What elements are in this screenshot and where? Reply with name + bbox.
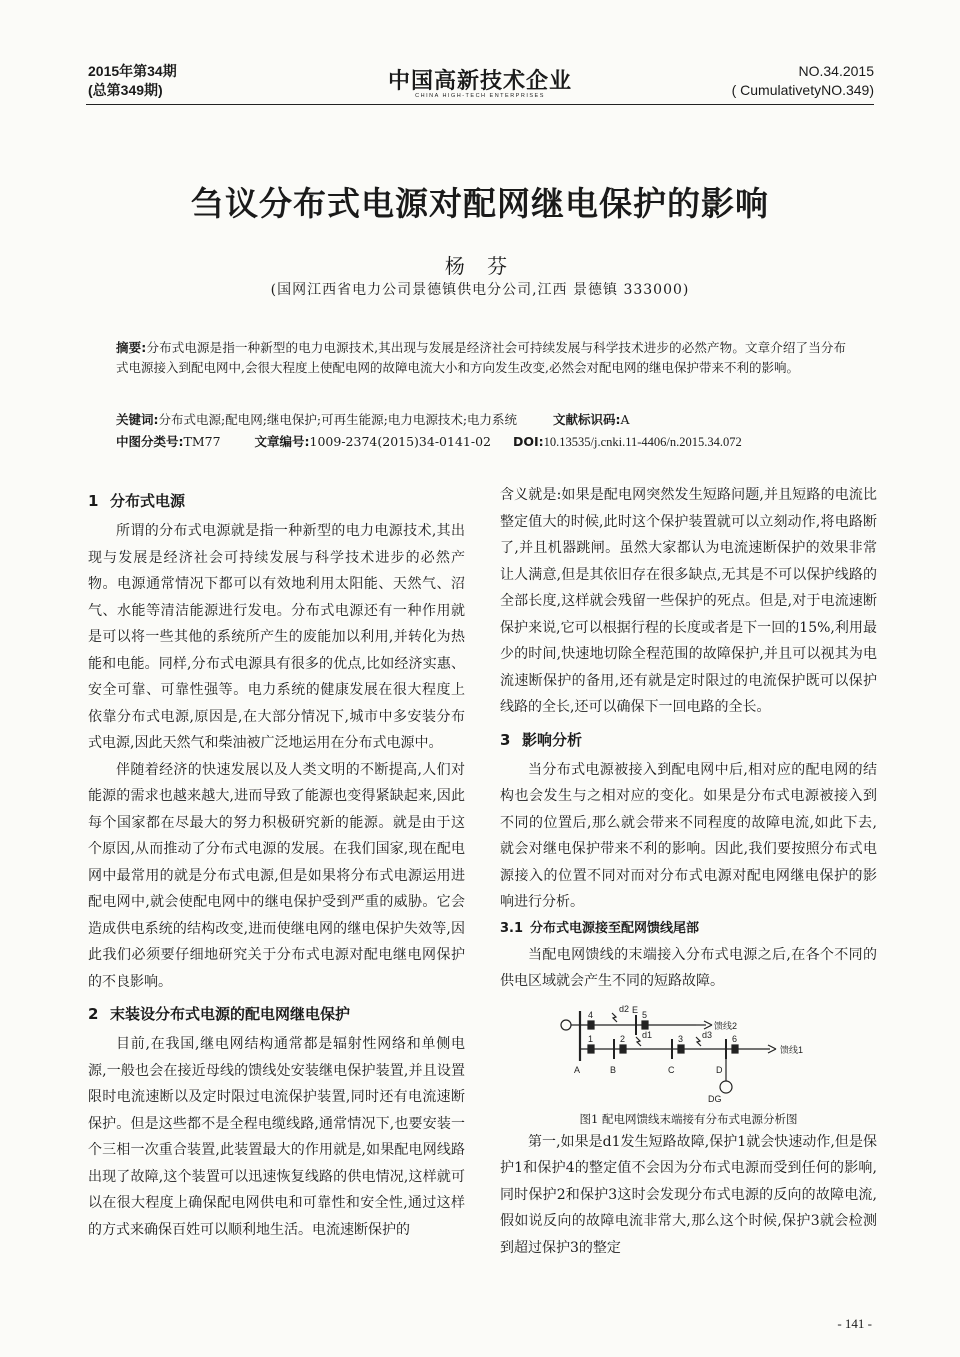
circuit-diagram: [500, 1001, 877, 1109]
keywords: 分布式电源;配电网;继电保护;可再生能源;电力电源技术;电力系统: [158, 412, 518, 427]
section-1-paragraph-2: 伴随着经济的快速发展以及人类文明的不断提高,人们对能源的需求也越来越大,进而导致了能源也变得紧缺起来,因此每个国家都在尽最大的努力积极研究新的能源。就是由于这个原因,从而推动了分布式电源的发展。在我们国家,现在配电网中最常用的就是分布式电源,但是如果将分布式电源运用进配电网中,就会使配电网中的继电保护受到严重的威胁。它会造成供电系统的结构改变,进而使继电网的继电保护失效等,因此我们必须要仔细地研究关于分布式电源对配电继电网保护的不良影响。: [88, 761, 465, 990]
keywords-line: [116, 410, 630, 430]
journal-name-en: CHINA HIGH-TECH ENTERPRISES: [415, 93, 545, 99]
label-node-b: B: [610, 1064, 617, 1075]
journal-logo: [380, 64, 580, 99]
label-protection-4: 4: [588, 1009, 594, 1020]
label-fault-d2: d2: [619, 1003, 630, 1014]
section-1-heading: [88, 488, 465, 514]
label-node-c: C: [668, 1064, 675, 1075]
label-node-e: E: [632, 1004, 639, 1015]
keywords-label: 关键词:: [116, 412, 159, 427]
figure-1: [500, 1001, 877, 1109]
doc-code: A: [620, 412, 630, 427]
section-3-1-number: 3.1: [500, 920, 524, 936]
section-1-title: 分布式电源: [110, 492, 186, 510]
section-3-heading: [500, 727, 877, 753]
label-feeder-2: 馈线2: [714, 1020, 738, 1031]
section-3-1-title: 分布式电源接至配网馈线尾部: [530, 920, 700, 936]
classification-line: [116, 432, 742, 452]
label-node-d: D: [716, 1064, 723, 1075]
doi: 10.13535/j.cnki.11-4406/n.2015.34.072: [543, 435, 742, 449]
breaker-3: [678, 1045, 684, 1053]
label-protection-5: 5: [642, 1009, 648, 1020]
abstract-label: 摘要:: [116, 340, 147, 355]
doc-code-label: 文献标识码:: [553, 412, 621, 427]
doi-label: DOI:: [512, 434, 544, 449]
number-line-2: ( CumulativetyNO.349): [731, 82, 874, 98]
page-number: - 141 -: [837, 1316, 872, 1331]
breaker-5: [642, 1021, 648, 1029]
figure-1-caption: 图1 配电网馈线末端接有分布式电源分析图: [579, 1111, 798, 1126]
label-dg: DG: [708, 1093, 722, 1104]
breaker-4: [588, 1021, 594, 1029]
article-author: 杨 芬: [444, 254, 516, 278]
section-1-number: 1: [88, 492, 99, 510]
fault-mark-d1: [636, 1037, 641, 1046]
source-symbol: [561, 1020, 571, 1030]
article-no-label: 文章编号:: [254, 434, 310, 449]
section-2-number: 2: [88, 1005, 99, 1023]
dg-symbol: [720, 1081, 732, 1093]
fault-mark-d2: [612, 1013, 617, 1022]
section-2-title: 末装设分布式电源的配电网继电保护: [110, 1005, 351, 1023]
clc-label: 中图分类号:: [116, 434, 184, 449]
issue-line-2: (总第349期): [88, 82, 163, 98]
article-affiliation: (国网江西省电力公司景德镇供电分公司,江西 景德镇 333000): [270, 282, 690, 298]
label-fault-d1: d1: [642, 1029, 653, 1040]
left-column: [88, 482, 465, 1243]
label-protection-3: 3: [678, 1033, 684, 1044]
article-title: 刍议分布式电源对配网继电保护的影响: [191, 184, 769, 223]
journal-name-cn: 中国高新技术企业: [387, 68, 572, 94]
issue-line-1: 2015年第34期: [88, 63, 177, 79]
breaker-1: [588, 1045, 594, 1053]
section-3-1-heading: [500, 916, 877, 942]
section-2-paragraph-1: 目前,在我国,继电网结构通常都是辐射性网络和单侧电源,一般也会在接近母线的馈线处安装继电保护装置,并且设置限时电流速断以及定时限过电流保护装置,同时还有电流速断保护。但是这些都不是全程电缆线路,通常情况下,也要安装一个三相一次重合装置,此装置最大的作用就是,如果配电网线路出现了故障,这个装置可以迅速恢复线路的供电情况,这样就可以在很大程度上确保配电网供电和可靠性和安全性,通过这样的方式来确保百姓可以顺利地生活。电流速断保护的: [88, 1036, 465, 1238]
clc-code: TM77: [183, 434, 221, 449]
label-node-a: A: [574, 1064, 581, 1075]
label-protection-1: 1: [588, 1033, 594, 1044]
section-2-paragraph-2: 含义就是:如果是配电网突然发生短路问题,并且短路的电流比整定值大的时候,此时这个保护装置就可以立刻动作,将电路断了,并且机器跳闸。虽然大家都认为电流速断保护的效果非常让人满意,但是其依旧存在很多缺点,无其是不可以保护线路的全部长度,这样就会残留一些保护的死点。但是,对于电流速断保护来说,它可以根据行程的长度或者是下一回的15%,利用最少的时间,快速地切除全程范围的故障保护,并且可以视其为电流速断保护的备用,还有就是定时限过的电流保护既可以保护线路的全长,还可以确保下一回电路的全长。: [500, 487, 877, 715]
label-feeder-1: 馈线1: [780, 1044, 804, 1055]
abstract-text: 分布式电源是指一种新型的电力电源技术,其出现与发展是经济社会可持续发展与科学技术进步的必然产物。文章介绍了当分布式电源接入到配电网中,会很大程度上使配电网的故障电流大小和方向发生改变,必然会对配电网的继电保护带来不利的影响。: [116, 340, 846, 375]
section-2-heading: [88, 1001, 465, 1027]
right-column: [500, 482, 877, 1261]
label-protection-6: 6: [732, 1033, 738, 1044]
article-no: 1009-2374(2015)34-0141-02: [309, 434, 491, 449]
breaker-2: [620, 1045, 626, 1053]
section-1-paragraph-1: 所谓的分布式电源就是指一种新型的电力电源技术,其出现与发展是经济社会可持续发展与科学技术进步的必然产物。电源通常情况下都可以有效地利用太阳能、天然气、沼气、水能等清洁能源进行发电。分布式电源还有一种作用就是可以将一些其他的系统所产生的废能加以利用,并转化为热能和电能。同样,分布式电源具有很多的优点,比如经济实惠、安全可靠、可靠性强等。电力系统的健康发展在很大程度上依靠分布式电源,原因是,在大部分情况下,城市中多安装分布式电源,因此天然气和柴油被广泛地运用在分布式电源中。: [88, 523, 465, 751]
section-3-1-paragraph-1: 当配电网馈线的末端接入分布式电源之后,在各个不同的供电区域就会产生不同的短路故障。: [500, 946, 877, 989]
fault-mark-d3: [696, 1037, 701, 1046]
abstract: [116, 338, 846, 378]
label-protection-2: 2: [620, 1033, 626, 1044]
number-line-1: NO.34.2015: [798, 63, 874, 79]
label-fault-d3: d3: [702, 1029, 713, 1040]
issue-info: [88, 62, 177, 100]
section-3-title: 影响分析: [522, 730, 583, 749]
number-info: [732, 62, 874, 100]
section-3-1-paragraph-2: 第一,如果是d1发生短路故障,保护1就会快速动作,但是保护1和保护4的整定值不会因为分布式电源而受到任何的影响,同时保护2和保护3这时会发现分布式电源的反向的故障电流,假如说反向的故障电流非常大,那么这个时候,保护3就会检测到超过保护3的整定: [500, 1133, 877, 1256]
section-3-number: 3: [500, 730, 511, 749]
section-3-paragraph-1: 当分布式电源被接入到配电网中后,相对应的配电网的结构也会发生与之相对应的变化。如果是分布式电源被接入到不同的位置后,那么就会带来不同程度的故障电流,如此下去,就会对继电保护带来不利的影响。因此,我们要按照分布式电源接入的位置不同对而对分布式电源对配电网继电保护的影响进行分析。: [500, 761, 877, 910]
breaker-6: [732, 1045, 738, 1053]
header-rule: [86, 104, 874, 105]
